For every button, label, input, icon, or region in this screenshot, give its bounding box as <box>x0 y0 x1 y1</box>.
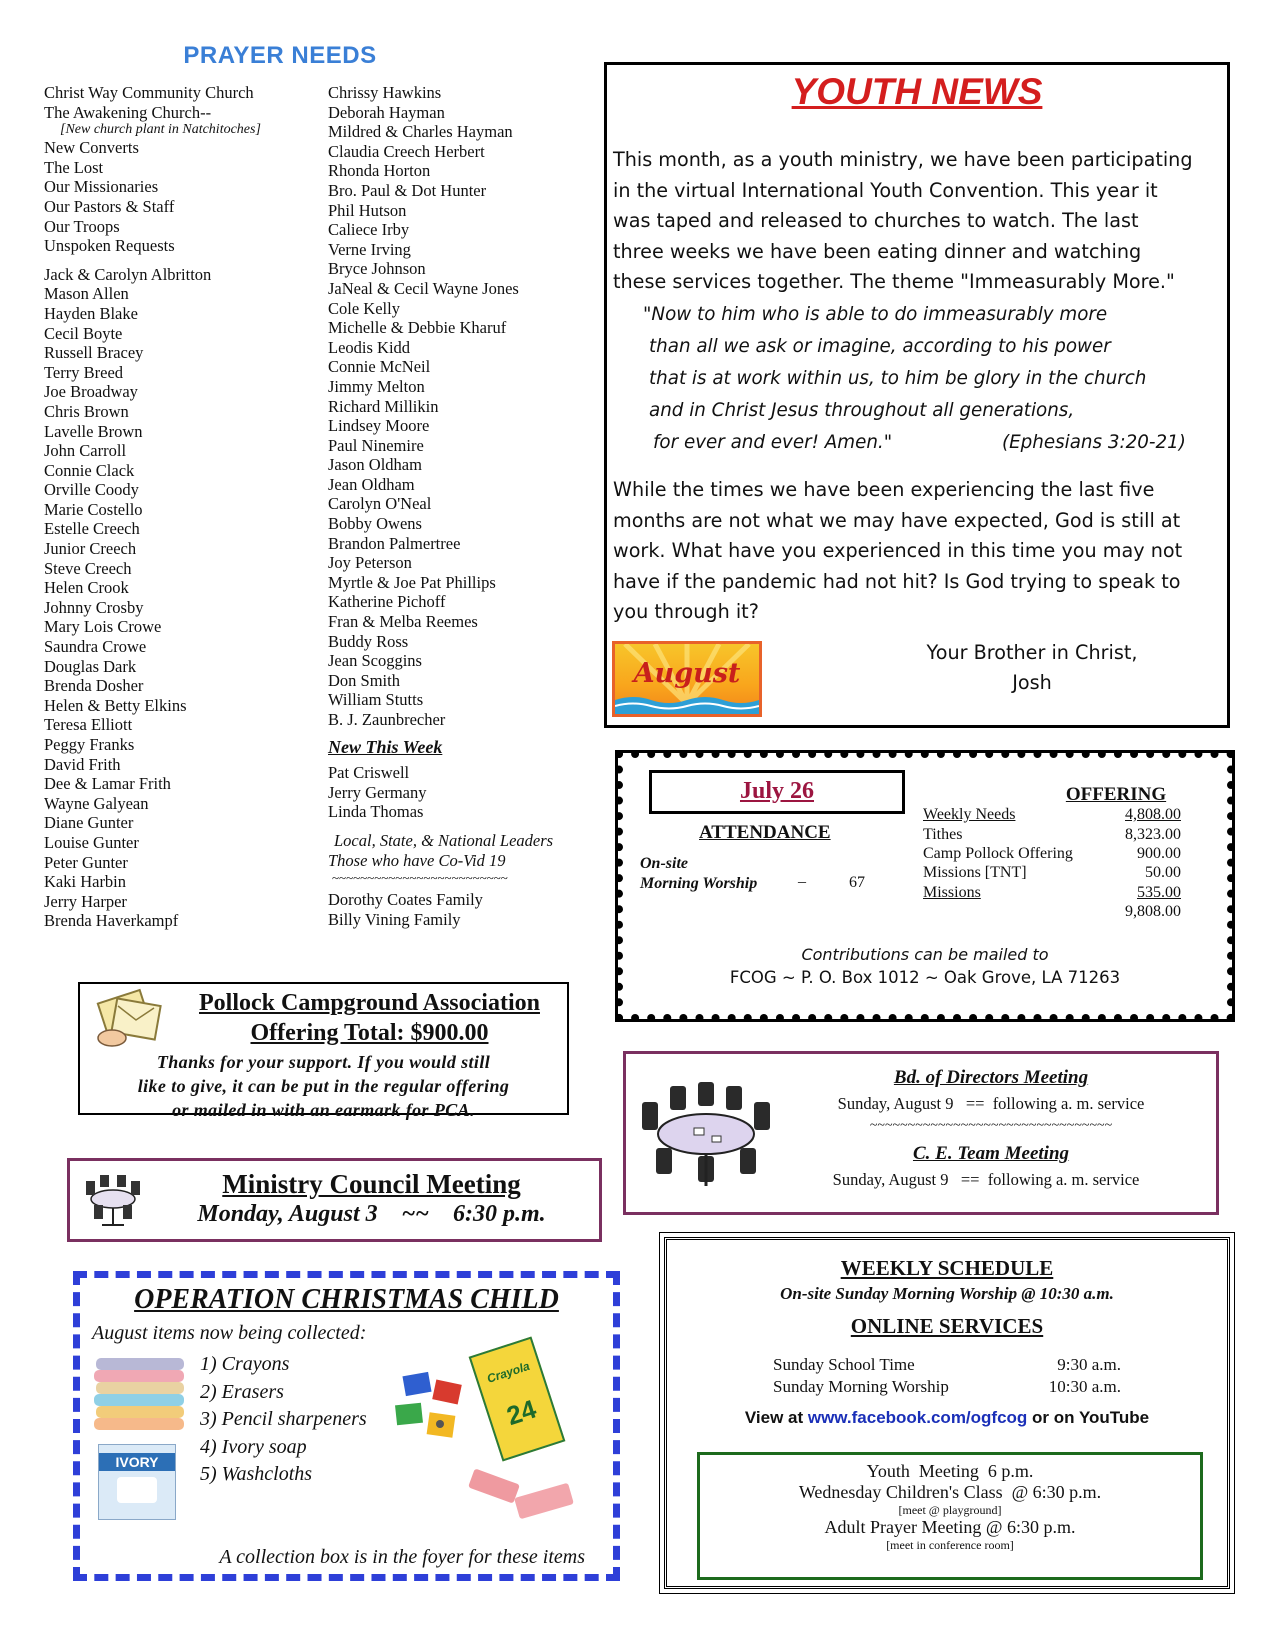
prayer-item-note: [New church plant in Natchitoches] <box>60 122 261 138</box>
youth-news-box <box>604 62 1230 728</box>
dash-mark: _ <box>798 868 806 885</box>
prayer-name: Mary Lois Crowe <box>44 617 162 637</box>
prayer-name: William Stutts <box>328 690 424 710</box>
prayer-name: Jean Oldham <box>328 474 415 494</box>
prayer-name: Douglas Dark <box>44 656 137 676</box>
quote-line: "Now to him who is able to do immeasurably more <box>643 304 1108 325</box>
pollock-line: Thanks for your support. If you would still <box>156 1052 491 1072</box>
adult-prayer-meeting: Adult Prayer Meeting @ 6:30 p.m. <box>824 1517 1076 1537</box>
pollock-offering-total: Offering Total: $900.00 <box>250 1020 489 1046</box>
crayola-count: 24 <box>502 1393 540 1432</box>
prayer-name: John Carroll <box>44 441 127 461</box>
prayer-name: Peter Gunter <box>44 852 128 872</box>
worship-label: Morning Worship <box>640 875 758 892</box>
august-badge-image <box>612 641 762 717</box>
signature-name: Josh <box>1012 671 1052 694</box>
prayer-name: Lavelle Brown <box>44 421 143 441</box>
occ-item: 1) Crayons <box>200 1353 290 1375</box>
ministry-council-title: Ministry Council Meeting <box>222 1169 521 1199</box>
prayer-name: Brandon Palmertree <box>328 533 461 553</box>
washcloths-image <box>92 1354 188 1434</box>
youth-line: these services together. The theme "Immeasurably More." <box>613 270 1175 294</box>
youth-line: you through it? <box>613 600 759 624</box>
youth-line: was taped and released to churches to watch. The last <box>613 209 1139 233</box>
prayer-name: Katherine Pichoff <box>328 592 446 612</box>
pollock-title: Pollock Campground Association <box>199 990 540 1016</box>
prayer-name: Mason Allen <box>44 284 129 304</box>
offering-amount: 900.00 <box>1137 845 1181 862</box>
ivory-label: IVORY <box>99 1453 175 1471</box>
offering-label: Missions [TNT] <box>923 864 1027 881</box>
prayer-name: Verne Irving <box>328 239 411 259</box>
prayer-column-1 <box>44 83 261 931</box>
prayer-name: Saundra Crowe <box>44 637 147 657</box>
prayer-name: Russell Bracey <box>44 343 144 363</box>
prayer-item: New Converts <box>44 138 139 158</box>
prayer-name: Deborah Hayman <box>328 102 445 122</box>
august-badge-text: August <box>633 658 741 689</box>
online-services-title: ONLINE SERVICES <box>850 1314 1044 1338</box>
offering-label: Weekly Needs <box>923 806 1016 823</box>
ce-team-time: Sunday, August 9 == following a. m. service <box>832 1170 1140 1189</box>
prayer-name: Brenda Dosher <box>44 676 144 696</box>
attendance-offering-box <box>615 750 1235 1022</box>
ministry-council-box <box>67 1158 602 1242</box>
attendance-heading: ATTENDANCE <box>699 822 831 843</box>
quote-line: for ever and ever! Amen." <box>653 432 893 453</box>
report-date: July 26 <box>739 778 814 804</box>
offering-heading: OFFERING <box>1065 784 1167 805</box>
prayer-name: Jack & Carolyn Albritton <box>44 264 212 284</box>
prayer-item: Our Missionaries <box>44 177 159 197</box>
offering-label: Tithes <box>923 826 963 843</box>
view-suffix: or on YouTube <box>1027 1408 1150 1427</box>
youth-meeting: Youth Meeting 6 p.m. <box>866 1461 1034 1481</box>
midweek-schedule-box <box>697 1452 1203 1580</box>
occ-item: 3) Pencil sharpeners <box>200 1408 367 1431</box>
prayer-name: Cole Kelly <box>328 298 400 318</box>
view-prefix: View at <box>744 1408 808 1427</box>
prayer-name: JaNeal & Cecil Wayne Jones <box>328 278 519 298</box>
prayer-name: Joe Broadway <box>44 382 138 402</box>
youth-line: have if the pandemic had not hit? Is God trying to speak to <box>613 569 1181 593</box>
offering-table <box>923 806 1181 926</box>
prayer-name: Rhonda Horton <box>328 161 431 181</box>
directors-meeting-title: Bd. of Directors Meeting <box>893 1067 1089 1088</box>
prayer-name: Fran & Melba Reemes <box>328 612 478 632</box>
pollock-message <box>80 1050 567 1122</box>
online-services-times <box>1007 1354 1121 1398</box>
prayer-name: Mildred & Charles Hayman <box>328 122 513 142</box>
prayer-group-names-2 <box>328 83 553 730</box>
service-label: Sunday School Time <box>773 1355 915 1374</box>
prayer-name: Diane Gunter <box>44 813 134 833</box>
service-time: 9:30 a.m. <box>1057 1355 1121 1374</box>
prayer-name: Johnny Crosby <box>44 597 144 617</box>
directors-meeting-box <box>623 1051 1219 1215</box>
youth-news-title: YOUTH NEWS <box>791 71 1043 112</box>
covid-line: Those who have Co-Vid 19 <box>328 850 506 870</box>
prayer-item: The Lost <box>44 157 104 177</box>
family-item: Dorothy Coates Family <box>328 890 483 910</box>
prayer-name: Jerry Harper <box>44 891 127 911</box>
collection-box-note: A collection box is in the foyer for these items <box>219 1546 585 1568</box>
new-prayer-name: Jerry Germany <box>328 782 427 802</box>
scripture-reference: (Ephesians 3:20-21) <box>1002 432 1186 453</box>
tilde-divider: ~~~~~~~~~~~~~~~~~~~~~~~~~~~~~~~~ <box>869 1118 1113 1133</box>
children-class: Wednesday Children's Class @ 6:30 p.m. <box>798 1482 1102 1502</box>
prayer-name: Don Smith <box>328 670 400 690</box>
soap-bar <box>117 1477 157 1503</box>
pollock-line: like to give, it can be put in the regular offering <box>137 1076 510 1096</box>
onsite-label: On-site <box>640 855 688 872</box>
ce-team-title: C. E. Team Meeting <box>912 1143 1070 1164</box>
closing-line: Your Brother in Christ, <box>926 641 1138 664</box>
prayer-name: Claudia Creech Herbert <box>328 141 485 161</box>
directors-meeting-time: Sunday, August 9 == following a. m. service <box>837 1094 1145 1113</box>
prayer-column-2 <box>328 83 553 929</box>
prayer-name: Carolyn O'Neal <box>328 494 432 514</box>
attendance-count: 67 <box>849 874 865 891</box>
offering-label: Missions <box>923 884 981 901</box>
online-services-list <box>773 1354 949 1398</box>
offering-total: 9,808.00 <box>1125 903 1181 920</box>
children-class-note: [meet @ playground] <box>898 1503 1002 1517</box>
prayer-name: Junior Creech <box>44 539 137 559</box>
prayer-name: Connie McNeil <box>328 357 431 377</box>
offering-amount: 8,323.00 <box>1125 826 1181 843</box>
meeting-table-icon <box>80 1171 146 1229</box>
prayer-name: Estelle Creech <box>44 519 140 539</box>
attendance-label <box>640 854 757 894</box>
mailing-address: FCOG ~ P. O. Box 1012 ~ Oak Grove, LA 71263 <box>729 968 1121 987</box>
prayer-name: Cecil Boyte <box>44 323 123 343</box>
service-label: Sunday Morning Worship <box>773 1377 949 1396</box>
quote-line: than all we ask or imagine, according to his power <box>649 336 1111 357</box>
youth-line: While the times we have been experiencing the last five <box>613 478 1155 501</box>
quote-line: and in Christ Jesus throughout all generations, <box>649 400 1075 421</box>
prayer-item: Our Troops <box>44 216 120 236</box>
prayer-name: Michelle & Debbie Kharuf <box>328 318 507 338</box>
prayer-name: Paul Ninemire <box>328 435 424 455</box>
prayer-name: Kaki Harbin <box>44 872 127 892</box>
occ-item: 4) Ivory soap <box>200 1435 307 1458</box>
pencil-sharpeners-image <box>390 1368 476 1450</box>
ivory-soap-image <box>98 1444 176 1520</box>
new-this-week-heading: New This Week <box>328 736 443 757</box>
youth-line: This month, as a youth ministry, we have been participating <box>613 148 1193 171</box>
prayer-name: Caliece Irby <box>328 220 410 240</box>
offering-row <box>923 806 1015 824</box>
adult-prayer-note: [meet in conference room] <box>886 1538 1014 1552</box>
prayer-name: B. J. Zaunbrecher <box>328 710 446 729</box>
prayer-name: David Frith <box>44 754 121 774</box>
prayer-name: Phil Hutson <box>328 200 407 220</box>
operation-christmas-child-box <box>73 1271 620 1581</box>
weekly-schedule-box <box>664 1237 1230 1589</box>
youth-paragraph-2 <box>613 475 1182 628</box>
prayer-name: Louise Gunter <box>44 832 139 852</box>
prayer-name: Myrtle & Joe Pat Phillips <box>328 572 496 592</box>
prayer-name: Peggy Franks <box>44 735 135 754</box>
conference-table-icon <box>636 1078 776 1190</box>
pollock-campground-box <box>78 982 569 1120</box>
prayer-name: Helen Crook <box>44 578 129 598</box>
youth-paragraph-1 <box>613 145 1193 298</box>
pollock-line: or mailed in with an earmark for PCA. <box>172 1100 475 1120</box>
prayer-name: Bobby Owens <box>328 514 422 534</box>
occ-title: OPERATION CHRISTMAS CHILD <box>134 1284 559 1315</box>
prayer-name: Jason Oldham <box>328 455 422 475</box>
closing-signature <box>907 638 1157 698</box>
quote-line: that is at work within us, to him be glory in the church <box>649 368 1147 389</box>
offering-envelopes-icon <box>88 988 172 1050</box>
prayer-item: Christ Way Community Church <box>44 83 254 102</box>
youth-line: months are not what we may have expected, God is still at <box>613 508 1181 532</box>
youth-line: in the virtual International Youth Convention. This year it <box>613 178 1158 202</box>
offering-row <box>923 884 981 902</box>
ministry-council-time: Monday, August 3 ~~ 6:30 p.m. <box>197 1201 546 1227</box>
weekly-schedule-title: WEEKLY SCHEDULE <box>840 1256 1054 1280</box>
prayer-name: Helen & Betty Elkins <box>44 695 187 715</box>
prayer-name: Wayne Galyean <box>44 793 149 813</box>
prayer-item: Unspoken Requests <box>44 236 175 256</box>
midweek-list <box>700 1461 1200 1552</box>
prayer-group-general <box>44 138 261 256</box>
onsite-worship-time: On-site Sunday Morning Worship @ 10:30 a.m. <box>780 1284 1114 1303</box>
offering-amount: 535.00 <box>1137 884 1181 901</box>
prayer-name: Richard Millikin <box>328 396 439 416</box>
tilde-divider: ~~~~~~~~~~~~~~~~~~~~~~~~~ <box>332 870 508 886</box>
prayer-name: Teresa Elliott <box>44 715 133 735</box>
prayer-item: The Awakening Church-- <box>44 102 212 122</box>
prayer-name: Lindsey Moore <box>328 416 430 436</box>
prayer-name: Leodis Kidd <box>328 337 411 357</box>
new-this-week-list <box>328 763 553 822</box>
contributions-note: Contributions can be mailed to <box>801 945 1049 964</box>
crayons-box-image <box>469 1336 566 1461</box>
prayer-needs-title: PRAYER NEEDS <box>183 42 377 69</box>
prayer-name: Marie Costello <box>44 499 143 519</box>
prayer-name: Jean Scoggins <box>328 651 422 671</box>
prayer-name: Buddy Ross <box>328 631 409 651</box>
new-prayer-name: Linda Thomas <box>328 802 424 822</box>
view-online-line <box>667 1408 1227 1428</box>
prayer-name: Bro. Paul & Dot Hunter <box>328 180 487 200</box>
leaders-line: Local, State, & National Leaders <box>334 830 554 850</box>
prayer-name: Chrissy Hawkins <box>328 83 442 102</box>
prayer-name: Bryce Johnson <box>328 259 426 279</box>
prayer-name: Brenda Haverkampf <box>44 911 179 931</box>
occ-item: 2) Erasers <box>200 1380 284 1403</box>
crayola-label: Crayola <box>485 1358 532 1386</box>
prayer-name: Orville Coody <box>44 480 139 500</box>
family-item: Billy Vining Family <box>328 909 461 929</box>
offering-label: Camp Pollock Offering <box>923 845 1073 862</box>
prayer-name: Dee & Lamar Frith <box>44 774 171 794</box>
erasers-image <box>464 1468 580 1532</box>
offering-row <box>923 826 962 844</box>
date-box <box>649 770 905 814</box>
facebook-link[interactable]: www.facebook.com/ogfcog <box>807 1408 1028 1427</box>
prayer-name: Steve Creech <box>44 558 132 578</box>
occ-items-list <box>200 1351 367 1489</box>
prayer-item: Our Pastors & Staff <box>44 196 175 216</box>
new-prayer-name: Pat Criswell <box>328 763 410 783</box>
offering-row <box>923 864 1027 882</box>
offering-amount: 4,808.00 <box>1125 806 1181 823</box>
offering-amount: 50.00 <box>1145 864 1181 881</box>
prayer-name: Connie Clack <box>44 460 135 480</box>
prayer-name: Chris Brown <box>44 401 129 421</box>
occ-item: 5) Washcloths <box>200 1463 313 1486</box>
service-time: 10:30 a.m. <box>1048 1377 1121 1396</box>
prayer-group-names <box>44 265 261 931</box>
prayer-name: Terry Breed <box>44 362 124 382</box>
offering-row <box>923 845 1073 863</box>
youth-line: three weeks we have been eating dinner and watching <box>613 239 1142 263</box>
prayer-name: Jimmy Melton <box>328 376 425 396</box>
occ-intro: August items now being collected: <box>92 1322 367 1344</box>
prayer-name: Joy Peterson <box>328 553 412 573</box>
prayer-name: Hayden Blake <box>44 303 138 323</box>
youth-line: work. What have you experienced in this time you may not <box>613 539 1183 563</box>
